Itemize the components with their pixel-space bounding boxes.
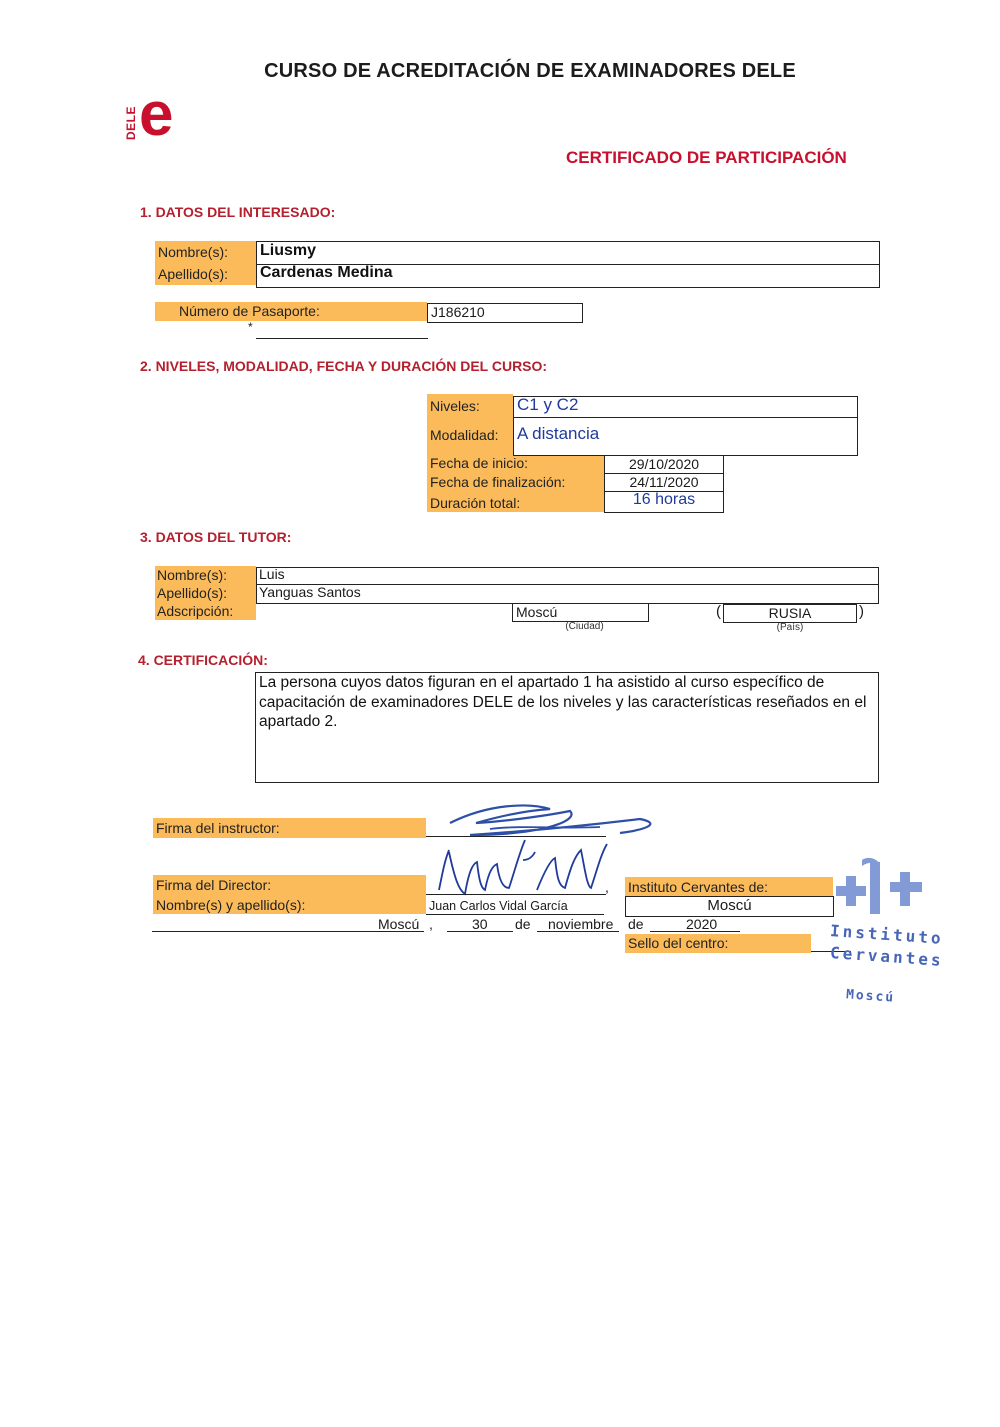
director-name: Juan Carlos Vidal García <box>429 899 568 913</box>
pais-paren-open: ( <box>716 603 721 620</box>
pais-value: RUSIA <box>723 604 857 623</box>
pais-paren-close: ) <box>859 603 864 620</box>
niveles-label: Niveles: <box>430 398 480 414</box>
modalidad-value: A distancia <box>517 424 600 443</box>
instituto-label: Instituto Cervantes de: <box>628 879 769 895</box>
inicio-label: Fecha de inicio: <box>430 455 529 471</box>
date-month-line <box>537 931 619 932</box>
certification-text: La persona cuyos datos figuran en el apartado 1 ha asistido al curso específico de capacitación de examinadores DELE de los niveles y las características reseñados en el apartado 2. <box>259 674 867 730</box>
tutor-nombre-label: Nombre(s): <box>157 567 228 583</box>
date-de2: de <box>628 916 644 932</box>
section3-heading: 3. DATOS DEL TUTOR: <box>140 529 292 545</box>
dele-logo <box>124 80 198 156</box>
cervantes-logo-stamp <box>832 852 932 922</box>
certificate-title: CERTIFICADO DE PARTICIPACIÓN <box>566 148 847 167</box>
date-day: 30 <box>472 916 488 932</box>
sello-label: Sello del centro: <box>628 935 729 951</box>
document-title: CURSO DE ACREDITACIÓN DE EXAMINADORES DELE <box>264 60 796 82</box>
pasaporte-underline <box>256 338 428 339</box>
duracion-value: 16 horas <box>632 491 696 508</box>
pasaporte-value: J186210 <box>427 303 583 323</box>
instructor-label: Firma del instructor: <box>156 820 280 836</box>
section2-heading: 2. NIVELES, MODALIDAD, FECHA Y DURACIÓN DEL CURSO: <box>140 358 548 374</box>
date-year: 2020 <box>686 916 718 932</box>
asterisk: * <box>248 320 253 334</box>
director-comma: , <box>605 879 609 895</box>
tutor-apellido-value: Yanguas Santos <box>259 584 361 600</box>
niveles-value: C1 y C2 <box>517 395 579 414</box>
director-nombre-label: Nombre(s) y apellido(s): <box>156 897 306 913</box>
dele-logo-letter: e <box>139 80 174 149</box>
inicio-value: 29/10/2020 <box>628 456 700 472</box>
date-day-line <box>447 931 513 932</box>
fin-label: Fecha de finalización: <box>430 474 566 490</box>
stamp-line3: Moscú <box>845 987 896 1006</box>
stamp-line2: Cervantes <box>829 943 945 970</box>
adscripcion-label: Adscripción: <box>157 603 234 619</box>
modalidad-label: Modalidad: <box>430 427 499 443</box>
pasaporte-label: Número de Pasaporte: <box>179 303 320 319</box>
apellido-label: Apellido(s): <box>158 266 229 282</box>
section4-heading: 4. CERTIFICACIÓN: <box>138 652 268 668</box>
place-comma: , <box>429 916 433 932</box>
tutor-nombre-value: Luis <box>259 566 285 582</box>
date-de1: de <box>515 916 531 932</box>
place-city: Moscú <box>378 916 420 932</box>
duracion-label: Duración total: <box>430 495 521 511</box>
director-name-line <box>426 914 604 915</box>
ciudad-value: Moscú <box>512 603 649 622</box>
director-label: Firma del Director: <box>156 877 272 893</box>
pais-caption: (País) <box>776 622 804 633</box>
date-month: noviembre <box>548 916 614 932</box>
fin-value: 24/11/2020 <box>629 474 699 490</box>
stamp-line1: Instituto <box>829 921 945 948</box>
place-line <box>152 931 424 932</box>
tutor-apellido-label: Apellido(s): <box>157 585 228 601</box>
instituto-value: Moscú <box>625 896 834 917</box>
director-signature <box>425 830 625 910</box>
nombre-label: Nombre(s): <box>158 244 229 260</box>
ciudad-caption: (Ciudad) <box>565 621 604 632</box>
director-signature-line <box>426 894 606 895</box>
apellido-value: Cardenas Medina <box>260 264 393 281</box>
nombre-value: Liusmy <box>260 242 317 259</box>
section1-heading: 1. DATOS DEL INTERESADO: <box>140 204 336 220</box>
dele-logo-text: DELE <box>124 105 139 141</box>
date-year-line <box>650 931 740 932</box>
